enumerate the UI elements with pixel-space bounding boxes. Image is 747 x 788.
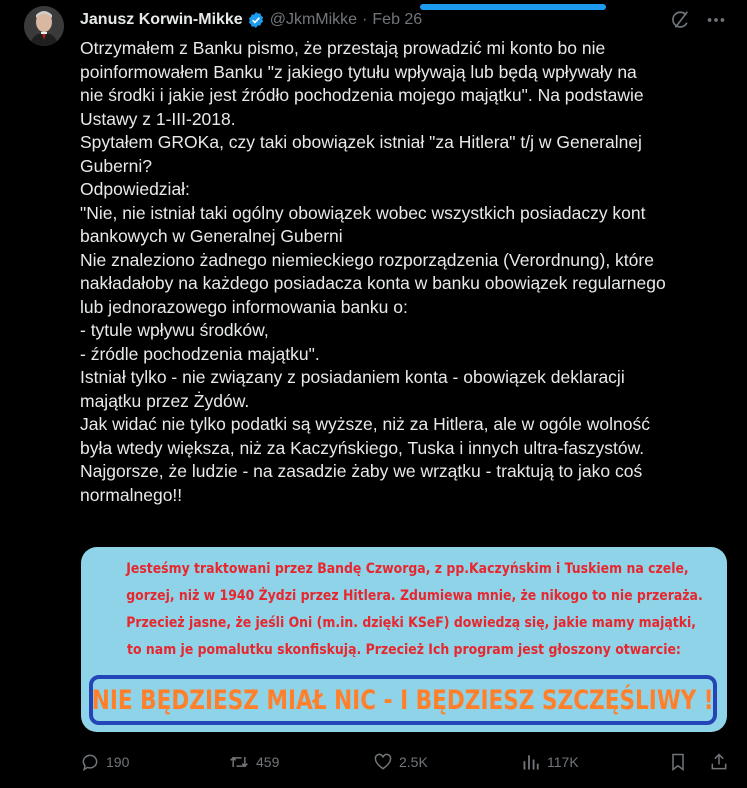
tweet-text-line: Otrzymałem z Banku pismo, że przestają prowadzić mi konto bo nie (80, 38, 606, 58)
tweet-text-line: - tytule wpływu środków, (80, 320, 269, 340)
reply-icon (80, 752, 100, 772)
tweet-text-line: Odpowiedział: (80, 179, 190, 199)
views-count: 117K (547, 754, 579, 770)
separator-dot: · (362, 11, 368, 28)
tweet-text-line: poinformowałem Banku "z jakiego tytułu wpływają lub będą wpływały na (80, 61, 637, 82)
views-button[interactable] (521, 750, 579, 774)
tweet-actions (80, 750, 730, 774)
heart-icon (373, 752, 393, 772)
tweet-text-line: bankowych w Generalnej Guberni (80, 226, 343, 246)
tweet-text-line: lub jednorazowego informowania banku o: (80, 296, 408, 317)
tweet-text (80, 37, 730, 507)
tweet-text-line: Ustawy z 1-III-2018. (80, 108, 236, 129)
tweet-text-line: Spytałem GROKa, czy taki obowiązek istniał "za Hitlera" t/j w Generalnej (80, 132, 642, 152)
tweet-text-line: Najgorsze, że ludzie - na zasadzie żaby we wrzątku - traktują to jako coś (80, 461, 643, 481)
tweet-text-line: nakładałoby na każdego posiadacza konta w banku obowiązek regularnego (80, 273, 666, 293)
image-banner (89, 675, 717, 725)
bookmark-button[interactable] (668, 750, 688, 774)
verified-badge-icon (247, 11, 265, 29)
reply-button[interactable] (80, 750, 129, 774)
tweet-text-line: była wtedy większa, niż za Kaczyńskiego, Tuska i innych ultra-faszystów. (80, 437, 645, 458)
tweet-image[interactable] (81, 547, 727, 732)
like-button[interactable] (373, 750, 428, 774)
avatar[interactable] (24, 6, 64, 46)
bookmark-icon (668, 752, 688, 772)
repost-icon (228, 752, 250, 772)
author-handle[interactable]: @JkmMikke (269, 11, 358, 28)
tweet-text-line: majątku przez Żydów. (80, 390, 250, 411)
like-count: 2.5K (399, 754, 428, 770)
grok-icon[interactable] (669, 9, 691, 36)
tweet-text-line: Jak widać nie tylko podatki są wyższe, niż za Hitlera, ale w ogóle wolność (80, 414, 650, 434)
more-options-icon[interactable] (705, 9, 727, 36)
reply-count: 190 (106, 754, 130, 770)
share-button[interactable] (709, 750, 729, 774)
author-name[interactable]: Janusz Korwin-Mikke (80, 11, 243, 28)
image-text-line: Jesteśmy traktowani przez Bandę Czworga, z pp.Kaczyńskim i Tuskiem na czele, (126, 561, 689, 577)
tweet-header (80, 9, 727, 31)
image-text-line: to nam je pomalutku skonfiskują. Przecież Ich program jest głoszony otwarcie: (127, 642, 681, 658)
repost-count: 459 (256, 754, 280, 770)
tweet-text-line: normalnego!! (80, 484, 183, 505)
tweet-text-line: Istniał tylko - nie związany z posiadaniem konta - obowiązek deklaracji (80, 367, 625, 387)
tweet-date[interactable]: Feb 26 (372, 11, 423, 28)
image-text-line: gorzej, niż w 1940 Żydzi przez Hitlera. Zdumiewa mnie, że nikogo to nie przeraża. (126, 588, 703, 604)
repost-button[interactable] (228, 750, 279, 774)
tweet-text-line: Nie znaleziono żadnego niemieckiego rozporządzenia (Verordnung), które (80, 249, 654, 270)
tweet-text-line: Guberni? (80, 155, 152, 176)
image-text-line: Przecież jasne, że jeśli Oni (m.in. dzięki KSeF) dowiedzą się, jakie mamy majątki, (126, 615, 697, 631)
tweet-text-line: "Nie, nie istniał taki ogólny obowiązek wobec wszystkich posiadaczy kont (80, 202, 646, 223)
avatar-image (24, 6, 64, 46)
tweet-text-line: - źródle pochodzenia majątku". (80, 343, 320, 364)
views-chart-icon (521, 752, 541, 772)
share-icon (709, 752, 729, 772)
image-banner-text: NIE BĘDZIESZ MIAŁ NIC - I BĘDZIESZ SZCZĘŚLIWY ! (92, 684, 714, 716)
tweet-text-line: nie środki i jakie jest źródło pochodzenia mojego majątku". Na podstawie (80, 85, 644, 105)
